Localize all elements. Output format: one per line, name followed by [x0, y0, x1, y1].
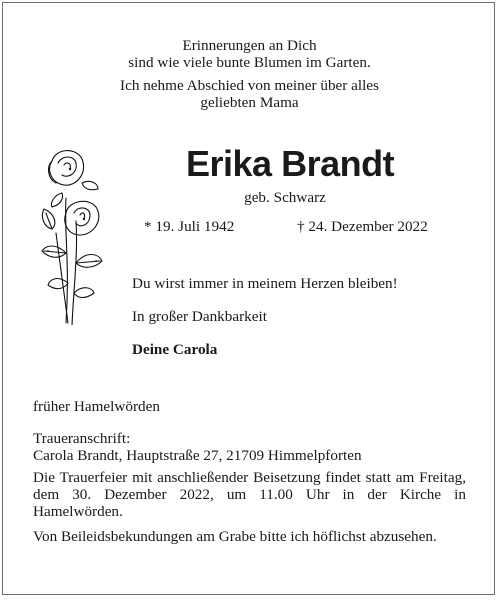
gratitude-line: In großer Dankbarkeit: [132, 308, 267, 325]
address-label: Traueranschrift:: [33, 430, 131, 447]
birth-date: * 19. Juli 1942: [144, 218, 235, 235]
verse-top: [0, 37, 499, 71]
deceased-name: Erika Brandt: [186, 143, 395, 184]
condolence-note: Von Beileidsbekundungen am Grabe bitte ich höflichst abzusehen.: [33, 528, 437, 545]
signature: Deine Carola: [132, 341, 218, 358]
address: Carola Brandt, Hauptstraße 27, 21709 Himmelpforten: [33, 447, 362, 464]
verse-bottom: [0, 77, 499, 111]
maiden-name: geb. Schwarz: [244, 189, 326, 206]
rose-icon: [36, 143, 111, 325]
verse-line-4: geliebten Mama: [200, 94, 299, 111]
former-residence: früher Hamelwörden: [33, 398, 160, 415]
verse-line-2: sind wie viele bunte Blumen im Garten.: [128, 54, 371, 71]
farewell-message: Du wirst immer in meinem Herzen bleiben!: [132, 275, 398, 292]
verse-line-3: Ich nehme Abschied von meiner über alles: [120, 77, 379, 94]
mourning-address-block: [33, 430, 466, 464]
verse-line-1: Erinnerungen an Dich: [182, 37, 317, 54]
ceremony-details: Die Trauerfeier mit anschließender Beisetzung findet statt am Freitag, dem 30. Dezember 2022, um 11.00 Uhr in der Kirche in Hamelwörden.: [33, 469, 466, 520]
death-date: † 24. Dezember 2022: [297, 218, 428, 235]
